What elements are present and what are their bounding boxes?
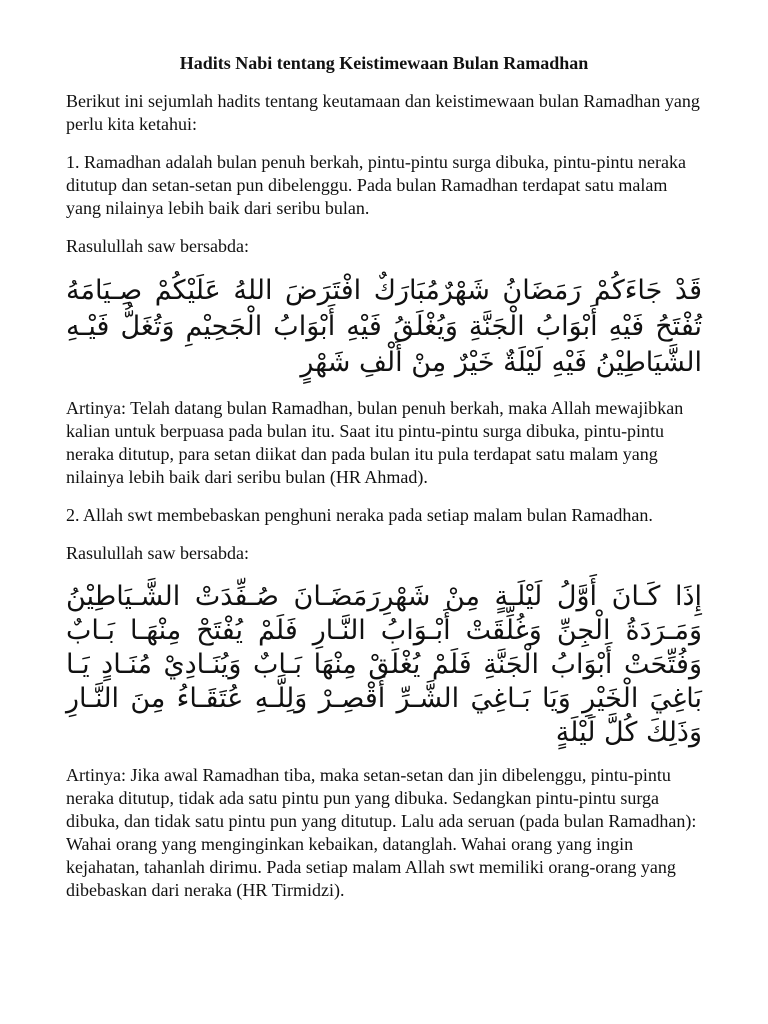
point-2-text: 2. Allah swt membebaskan penghuni neraka pada setiap malam bulan Ramadhan. (66, 505, 653, 525)
point-1-lead: Rasulullah saw bersabda: (66, 236, 249, 256)
point-1-translation: Artinya: Telah datang bulan Ramadhan, bulan penuh berkah, maka Allah mewajibkan kalian untuk berpuasa pada bulan itu. Saat itu pintu-pintu surga dibuka, pintu-pintu neraka ditutup, para setan diikat dan pada bulan itu pula terdapat satu malam yang nilainya lebih baik dari seribu bulan (HR Ahmad). (66, 398, 684, 487)
point-2-translation: Artinya: Jika awal Ramadhan tiba, maka setan-setan dan jin dibelenggu, pintu-pintu neraka ditutup, tidak ada satu pintu pun yang dibuka. Sedangkan pintu-pintu surga dibuka, dan tidak satu pintu pun yang ditutup. Lalu ada seruan (pada bulan Ramadhan): Wahai orang yang menginginkan kebaikan, datanglah. Wahai orang yang ingin kejahatan, tahanlah dirimu. Pada setiap malam Allah swt memiliki orang-orang yang dibebaskan dari neraka (HR Tirmidzi). (66, 765, 697, 900)
point-2-arabic-hadith: إِذَا كَـانَ أَوَّلُ لَيْلَـةٍ مِنْ شَهْرِرَمَضَـانَ صُـفِّدَتْ الشَّـيَاطِيْنُ وَمَـرَدَةُ الْجِنِّ وَغُلِّقَتْ أَبْـوَابُ النَّـارِ فَلَمْ يُفْتَحْ مِنْهَـا بَـابٌ وَفُتِّحَتْ أَبْوَابُ الْجَنَّةِ فَلَمْ يُغْلَقْ مِنْهَا بَـابٌ وَيُنَـادِيْ مُنَـادٍ يَـا بَاغِيَ الْخَيْرِ وَيَا بَـاغِيَ الشَّـرِّ أَقْصِـرْ وَلِلَّـهِ عُتَقَـاءُ مِنَ النَّـارِ وَذَلِكَ كُلَّ لَيْلَةٍ (66, 581, 702, 748)
point-2-lead: Rasulullah saw bersabda: (66, 543, 249, 563)
document-title: Hadits Nabi tentang Keistimewaan Bulan Ramadhan (179, 53, 589, 73)
intro-paragraph: Berikut ini sejumlah hadits tentang keutamaan dan keistimewaan bulan Ramadhan yang perlu kita ketahui: (66, 91, 700, 134)
point-1-arabic-hadith: قَدْ جَاءَكُمْ رَمَضَانُ شَهْرٌمُبَارَكٌ افْتَرَضَ اللهُ عَلَيْكُمْ صِـيَامَهُ تُفْتَحُ فَيْهِ أَبْوَابُ الْجَنَّةِ وَيُغْلَقُ فَيْهِ أَبْوَابُ الْجَحِيْمِ وَتُغَلُّ فَيْـهِ الشَّيَاطِيْنُ فَيْهِ لَيْلَةٌ خَيْرٌ مِنْ أَلْفِ شَهْرٍ (66, 275, 702, 378)
point-1-text: 1. Ramadhan adalah bulan penuh berkah, pintu-pintu surga dibuka, pintu-pintu neraka ditutup dan setan-setan pun dibelenggu. Pada bulan Ramadhan terdapat satu malam yang nilainya lebih baik dari seribu bulan. (66, 152, 687, 218)
